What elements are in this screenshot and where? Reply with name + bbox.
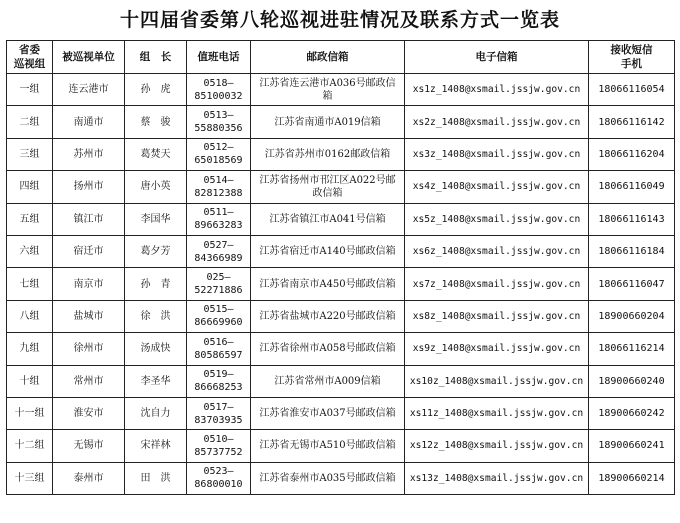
cell-phone-text: 0516— 80586597 xyxy=(194,336,243,361)
cell-mailbox-text: 江苏省苏州市0162邮政信箱 xyxy=(264,148,391,160)
table-row xyxy=(7,397,675,429)
cell-group xyxy=(7,106,53,138)
cell-mailbox-text: 江苏省南通市A019信箱 xyxy=(274,116,381,128)
cell-phone xyxy=(187,462,251,494)
cell-group xyxy=(7,397,53,429)
header-unit xyxy=(53,41,125,74)
cell-leader-text: 葛焚天 xyxy=(140,148,171,160)
cell-mailbox xyxy=(251,74,405,106)
cell-leader-text: 沈自力 xyxy=(140,408,171,420)
cell-mailbox xyxy=(251,138,405,170)
cell-phone xyxy=(187,235,251,267)
cell-leader-text: 孙 虎 xyxy=(140,84,171,96)
table-body xyxy=(7,74,675,495)
cell-leader xyxy=(125,235,187,267)
cell-group-text: 十一组 xyxy=(14,408,45,420)
cell-sms xyxy=(589,365,675,397)
cell-sms-text: 18066116049 xyxy=(598,181,665,193)
header-mailbox-label: 邮政信箱 xyxy=(306,51,349,63)
contact-table xyxy=(6,40,675,495)
cell-group-text: 二组 xyxy=(19,116,40,128)
cell-sms xyxy=(589,333,675,365)
cell-mailbox xyxy=(251,300,405,332)
cell-mailbox xyxy=(251,268,405,300)
cell-email xyxy=(405,203,589,235)
cell-sms-text: 18900660204 xyxy=(598,310,665,322)
table-row xyxy=(7,268,675,300)
cell-mailbox-text: 江苏省泰州市A035号邮政信箱 xyxy=(259,472,396,484)
cell-leader xyxy=(125,203,187,235)
cell-phone-text: 0527— 84366989 xyxy=(194,239,243,264)
cell-leader-text: 汤成快 xyxy=(140,343,171,355)
cell-leader-text: 李圣华 xyxy=(140,375,171,387)
cell-unit xyxy=(53,462,125,494)
cell-sms xyxy=(589,203,675,235)
cell-email xyxy=(405,430,589,462)
cell-phone-text: 0510— 85737752 xyxy=(194,433,243,458)
table-row xyxy=(7,462,675,494)
cell-phone-text: 025— 52271886 xyxy=(194,272,243,297)
cell-sms xyxy=(589,138,675,170)
cell-phone xyxy=(187,203,251,235)
cell-mailbox xyxy=(251,333,405,365)
cell-phone xyxy=(187,365,251,397)
cell-sms xyxy=(589,268,675,300)
cell-mailbox xyxy=(251,171,405,203)
table-row xyxy=(7,333,675,365)
table-row xyxy=(7,430,675,462)
cell-phone-text: 0518— 85100032 xyxy=(194,77,243,102)
cell-email xyxy=(405,365,589,397)
header-email xyxy=(405,41,589,74)
header-leader-label: 组 长 xyxy=(139,51,172,63)
cell-phone-text: 0512— 65018569 xyxy=(194,142,243,167)
cell-mailbox xyxy=(251,462,405,494)
cell-email xyxy=(405,171,589,203)
cell-mailbox-text: 江苏省连云港市A036号邮政信 箱 xyxy=(259,77,396,102)
cell-leader xyxy=(125,397,187,429)
cell-sms-text: 18066116204 xyxy=(598,148,665,160)
cell-unit xyxy=(53,268,125,300)
table-row xyxy=(7,300,675,332)
cell-email xyxy=(405,106,589,138)
cell-unit xyxy=(53,300,125,332)
cell-phone xyxy=(187,333,251,365)
cell-leader-text: 唐小英 xyxy=(140,181,171,193)
cell-sms xyxy=(589,235,675,267)
cell-unit-text: 镇江市 xyxy=(73,213,104,225)
cell-group-text: 九组 xyxy=(19,343,40,355)
cell-unit xyxy=(53,333,125,365)
cell-group-text: 十三组 xyxy=(14,472,45,484)
cell-mailbox xyxy=(251,430,405,462)
table-row xyxy=(7,235,675,267)
cell-mailbox xyxy=(251,106,405,138)
cell-leader-text: 蔡 骏 xyxy=(140,116,171,128)
cell-phone-text: 0517— 83703935 xyxy=(194,401,243,426)
cell-unit xyxy=(53,235,125,267)
cell-group-text: 十组 xyxy=(19,375,40,387)
cell-leader-text: 李国华 xyxy=(140,213,171,225)
cell-phone xyxy=(187,106,251,138)
cell-leader xyxy=(125,333,187,365)
cell-group xyxy=(7,203,53,235)
cell-leader xyxy=(125,462,187,494)
table-row xyxy=(7,171,675,203)
table-row xyxy=(7,74,675,106)
header-phone xyxy=(187,41,251,74)
cell-mailbox-text: 江苏省徐州市A058号邮政信箱 xyxy=(259,343,396,355)
cell-leader-text: 田 洪 xyxy=(140,472,171,484)
cell-sms xyxy=(589,397,675,429)
cell-phone xyxy=(187,74,251,106)
cell-email-text: xs2z_1408@xsmail.jssjw.gov.cn xyxy=(412,116,581,128)
cell-mailbox xyxy=(251,203,405,235)
cell-mailbox xyxy=(251,235,405,267)
cell-group xyxy=(7,235,53,267)
cell-sms-text: 18900660214 xyxy=(598,472,665,484)
header-mailbox xyxy=(251,41,405,74)
cell-unit-text: 常州市 xyxy=(73,375,104,387)
cell-unit xyxy=(53,397,125,429)
cell-sms-text: 18066116142 xyxy=(598,116,665,128)
cell-group-text: 五组 xyxy=(19,213,40,225)
header-email-label: 电子信箱 xyxy=(475,51,518,63)
cell-unit xyxy=(53,203,125,235)
cell-unit-text: 盐城市 xyxy=(73,310,104,322)
cell-email xyxy=(405,300,589,332)
cell-unit xyxy=(53,430,125,462)
page-title: 十四届省委第八轮巡视进驻情况及联系方式一览表 xyxy=(119,9,560,31)
cell-mailbox-text: 江苏省常州市A009信箱 xyxy=(274,375,381,387)
cell-unit xyxy=(53,171,125,203)
cell-email-text: xs7z_1408@xsmail.jssjw.gov.cn xyxy=(412,278,581,290)
cell-phone xyxy=(187,300,251,332)
cell-group xyxy=(7,430,53,462)
cell-mailbox-text: 江苏省盐城市A220号邮政信箱 xyxy=(259,310,396,322)
cell-email-text: xs8z_1408@xsmail.jssjw.gov.cn xyxy=(412,310,581,322)
cell-mailbox-text: 江苏省扬州市邗江区A022号邮 政信箱 xyxy=(259,174,396,199)
cell-phone xyxy=(187,397,251,429)
cell-sms xyxy=(589,300,675,332)
cell-group xyxy=(7,268,53,300)
cell-email-text: xs6z_1408@xsmail.jssjw.gov.cn xyxy=(412,246,581,258)
cell-mailbox-text: 江苏省镇江市A041号信箱 xyxy=(269,213,386,225)
cell-email-text: xs5z_1408@xsmail.jssjw.gov.cn xyxy=(412,213,581,225)
cell-leader xyxy=(125,171,187,203)
header-leader xyxy=(125,41,187,74)
cell-group-text: 四组 xyxy=(19,181,40,193)
cell-group xyxy=(7,171,53,203)
cell-phone-text: 0515— 86669960 xyxy=(194,304,243,329)
cell-sms xyxy=(589,171,675,203)
cell-email xyxy=(405,235,589,267)
cell-unit-text: 淮安市 xyxy=(73,408,104,420)
cell-unit-text: 扬州市 xyxy=(73,181,104,193)
cell-sms-text: 18066116047 xyxy=(598,278,665,290)
cell-mailbox xyxy=(251,365,405,397)
cell-sms-text: 18900660242 xyxy=(598,408,665,420)
cell-sms-text: 18066116184 xyxy=(598,246,665,258)
cell-phone-text: 0523— 86800010 xyxy=(194,466,243,491)
cell-group xyxy=(7,462,53,494)
cell-leader xyxy=(125,74,187,106)
cell-group-text: 七组 xyxy=(19,278,40,290)
cell-sms-text: 18066116214 xyxy=(598,343,665,355)
cell-phone xyxy=(187,138,251,170)
cell-sms-text: 18066116143 xyxy=(598,213,665,225)
table-row xyxy=(7,203,675,235)
table-row xyxy=(7,365,675,397)
cell-group-text: 六组 xyxy=(19,246,40,258)
cell-email xyxy=(405,268,589,300)
cell-mailbox-text: 江苏省无锡市A510号邮政信箱 xyxy=(259,440,396,452)
cell-group xyxy=(7,365,53,397)
cell-group xyxy=(7,333,53,365)
cell-mailbox xyxy=(251,397,405,429)
cell-mailbox-text: 江苏省淮安市A037号邮政信箱 xyxy=(259,408,396,420)
cell-sms xyxy=(589,430,675,462)
cell-mailbox-text: 江苏省南京市A450号邮政信箱 xyxy=(259,278,396,290)
cell-unit xyxy=(53,74,125,106)
cell-phone xyxy=(187,268,251,300)
cell-unit xyxy=(53,365,125,397)
cell-unit xyxy=(53,106,125,138)
table-row xyxy=(7,106,675,138)
cell-group xyxy=(7,300,53,332)
cell-email xyxy=(405,397,589,429)
cell-phone-text: 0513— 55880356 xyxy=(194,110,243,135)
cell-email-text: xs3z_1408@xsmail.jssjw.gov.cn xyxy=(412,148,581,160)
header-group xyxy=(7,41,53,74)
cell-unit-text: 无锡市 xyxy=(73,440,104,452)
cell-unit-text: 南通市 xyxy=(73,116,104,128)
header-unit-label: 被巡视单位 xyxy=(62,51,115,63)
cell-email-text: xs4z_1408@xsmail.jssjw.gov.cn xyxy=(412,181,581,193)
cell-sms-text: 18066116054 xyxy=(598,84,665,96)
cell-group xyxy=(7,138,53,170)
cell-group xyxy=(7,74,53,106)
cell-email-text: xs11z_1408@xsmail.jssjw.gov.cn xyxy=(409,408,584,420)
cell-sms xyxy=(589,462,675,494)
header-phone-label: 值班电话 xyxy=(197,51,240,63)
cell-mailbox-text: 江苏省宿迁市A140号邮政信箱 xyxy=(259,246,396,258)
header-sms-label: 接收短信 手机 xyxy=(610,44,653,70)
table-header-row xyxy=(7,41,675,74)
cell-email-text: xs9z_1408@xsmail.jssjw.gov.cn xyxy=(412,343,581,355)
cell-leader xyxy=(125,365,187,397)
cell-leader xyxy=(125,268,187,300)
header-group-label: 省委 巡视组 xyxy=(13,44,46,70)
cell-group-text: 一组 xyxy=(19,84,40,96)
cell-email-text: xs12z_1408@xsmail.jssjw.gov.cn xyxy=(409,440,584,452)
cell-phone xyxy=(187,171,251,203)
cell-email-text: xs13z_1408@xsmail.jssjw.gov.cn xyxy=(409,472,584,484)
cell-phone-text: 0511— 89663283 xyxy=(194,207,243,232)
cell-group-text: 十二组 xyxy=(14,440,45,452)
cell-leader xyxy=(125,138,187,170)
cell-sms-text: 18900660241 xyxy=(598,440,665,452)
table-row xyxy=(7,138,675,170)
cell-unit-text: 南京市 xyxy=(73,278,104,290)
cell-sms xyxy=(589,74,675,106)
cell-leader-text: 孙 青 xyxy=(140,278,171,290)
cell-phone-text: 0519— 86668253 xyxy=(194,369,243,394)
cell-email xyxy=(405,138,589,170)
header-sms xyxy=(589,41,675,74)
cell-sms xyxy=(589,106,675,138)
cell-group-text: 八组 xyxy=(19,310,40,322)
cell-leader-text: 葛夕芳 xyxy=(140,246,171,258)
cell-unit-text: 苏州市 xyxy=(73,148,104,160)
cell-unit xyxy=(53,138,125,170)
cell-leader xyxy=(125,300,187,332)
cell-email-text: xs10z_1408@xsmail.jssjw.gov.cn xyxy=(409,375,584,387)
cell-leader-text: 宋祥林 xyxy=(140,440,171,452)
cell-sms-text: 18900660240 xyxy=(598,375,665,387)
cell-email xyxy=(405,74,589,106)
cell-phone-text: 0514— 82812388 xyxy=(194,174,243,199)
cell-unit-text: 徐州市 xyxy=(73,343,104,355)
cell-leader xyxy=(125,430,187,462)
cell-email-text: xs1z_1408@xsmail.jssjw.gov.cn xyxy=(412,84,581,96)
cell-unit-text: 泰州市 xyxy=(73,472,104,484)
cell-leader-text: 徐 洪 xyxy=(140,310,171,322)
cell-email xyxy=(405,333,589,365)
cell-unit-text: 宿迁市 xyxy=(73,246,104,258)
cell-group-text: 三组 xyxy=(19,148,40,160)
cell-leader xyxy=(125,106,187,138)
cell-email xyxy=(405,462,589,494)
cell-unit-text: 连云港市 xyxy=(68,84,109,96)
cell-phone xyxy=(187,430,251,462)
